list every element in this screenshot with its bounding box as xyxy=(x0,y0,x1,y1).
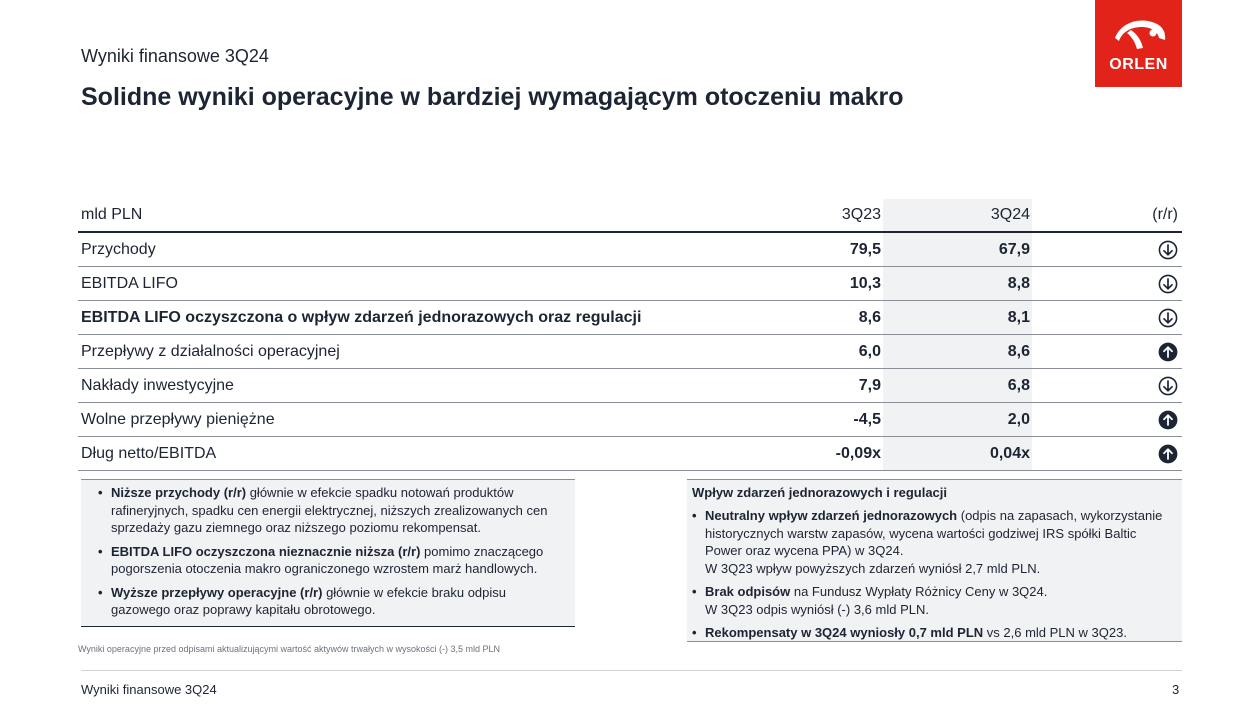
trend-cell xyxy=(1032,274,1182,294)
bullet-line2: W 3Q23 odpis wyniósł (-) 3,6 mld PLN. xyxy=(705,601,929,617)
bullet-line2: W 3Q23 wpływ powyższych zdarzeń wyniósł 2,7 mld PLN. xyxy=(705,560,1041,576)
trend-cell xyxy=(1032,410,1182,430)
table-row xyxy=(78,233,1182,267)
trend-cell xyxy=(1032,444,1182,464)
bullet-text: na Fundusz Wypłaty Różnicy Ceny w 3Q24. xyxy=(790,584,1048,599)
bullet-item xyxy=(692,624,1176,642)
row-value-3q24: 8,8 xyxy=(1007,274,1030,292)
row-value-3q24: 2,0 xyxy=(1007,410,1030,428)
row-label: EBITDA LIFO oczyszczona o wpływ zdarzeń jednorazowych oraz regulacji xyxy=(81,308,642,326)
page-number: 3 xyxy=(1172,682,1180,697)
arrow-up-icon xyxy=(1158,444,1178,464)
footer-divider xyxy=(81,670,1182,671)
bullet-item xyxy=(692,583,1176,618)
arrow-up-icon xyxy=(1158,410,1178,430)
row-value-3q23: 7,9 xyxy=(858,376,881,394)
arrow-down-icon xyxy=(1158,274,1178,294)
arrow-up-icon xyxy=(1158,342,1178,362)
row-value-3q23: 8,6 xyxy=(858,308,881,326)
financial-table xyxy=(78,199,1182,471)
row-value-3q23: 10,3 xyxy=(849,274,881,292)
orlen-logo xyxy=(1095,0,1182,87)
logo-text: ORLEN xyxy=(1109,56,1168,73)
box-title: Wpływ zdarzeń jednorazowych i regulacji xyxy=(692,485,947,500)
row-value-3q23: 79,5 xyxy=(849,240,881,258)
page-subtitle: Wyniki finansowe 3Q24 xyxy=(81,46,269,66)
header-label: mld PLN xyxy=(81,206,143,223)
trend-cell xyxy=(1032,376,1182,396)
bullet-bold: Niższe przychody (r/r) xyxy=(111,485,247,500)
bullet-bold: Rekompensaty w 3Q24 wyniosły 0,7 mld PLN xyxy=(705,625,984,640)
bullet-text: pomimo znaczącego pogorszenia otoczenia makro ograniczonego wzrostem marż handlowych. xyxy=(111,543,544,576)
arrow-down-icon xyxy=(1158,376,1178,396)
row-value-3q24: 8,6 xyxy=(1007,342,1030,360)
row-value-3q24: 6,8 xyxy=(1007,376,1030,394)
row-value-3q24: 0,04x xyxy=(989,444,1030,462)
bullet-text: głównie w efekcie spadku notowań produktów rafineryjnych, spadku cen energii elektrycznej, niższych zrealizowanych cen sprzedaży gazu ziemnego oraz niższego poziomu rekompensat. xyxy=(111,485,548,535)
table-header xyxy=(78,199,1182,233)
row-label: Przepływy z działalności operacyjnej xyxy=(81,342,340,360)
commentary-box-left xyxy=(81,479,575,627)
table-row xyxy=(78,403,1182,437)
bullet-bold: Wyższe przepływy operacyjne (r/r) xyxy=(111,584,323,600)
row-value-3q23: -4,5 xyxy=(853,410,881,428)
bullet-text: (odpis na zapasach, wykorzystanie historycznych warstw zapasów, wycena wartości godziwej IRS spółki Baltic Power oraz wycena PPA) w 3Q24. xyxy=(705,508,1163,558)
header-yoy: (r/r) xyxy=(1152,206,1178,223)
row-label: Nakłady inwestycyjne xyxy=(81,376,234,394)
header-3q23: 3Q23 xyxy=(841,206,881,223)
trend-cell xyxy=(1032,308,1182,328)
row-label: EBITDA LIFO xyxy=(81,274,178,292)
trend-cell xyxy=(1032,342,1182,362)
bullet-item xyxy=(692,507,1176,577)
bullet-item xyxy=(98,484,561,537)
table-row xyxy=(78,267,1182,301)
footer-title: Wyniki finansowe 3Q24 xyxy=(81,682,217,697)
footnote: Wyniki operacyjne przed odpisami aktualizującymi wartość aktywów trwałych w wysokości (-) 3,5 mld PLN xyxy=(78,644,501,654)
bullet-item xyxy=(98,584,561,619)
bullet-text: głównie w efekcie braku odpisu gazowego oraz poprawy kapitału obrotowego. xyxy=(111,584,507,617)
bullet-bold: Neutralny wpływ zdarzeń jednorazowych xyxy=(705,508,958,523)
row-value-3q24: 67,9 xyxy=(998,240,1030,258)
commentary-box-right xyxy=(687,479,1182,642)
table-row xyxy=(78,301,1182,335)
bullet-item xyxy=(98,543,561,578)
row-label: Przychody xyxy=(81,240,156,258)
header-3q24: 3Q24 xyxy=(990,206,1030,223)
row-value-3q23: 6,0 xyxy=(858,342,881,360)
arrow-down-icon xyxy=(1158,240,1178,260)
arrow-down-icon xyxy=(1158,308,1178,328)
page-title: Solidne wyniki operacyjne w bardziej wymagającym otoczeniu makro xyxy=(81,83,904,111)
table-row xyxy=(78,369,1182,403)
row-value-3q24: 8,1 xyxy=(1007,308,1030,326)
bullet-text: vs 2,6 mld PLN w 3Q23. xyxy=(983,625,1127,640)
bullet-bold: Brak odpisów xyxy=(705,584,791,599)
trend-cell xyxy=(1032,240,1182,260)
row-label: Wolne przepływy pieniężne xyxy=(81,410,275,428)
table-row xyxy=(78,335,1182,369)
bullet-bold: EBITDA LIFO oczyszczona nieznacznie niższa (r/r) xyxy=(111,543,421,559)
table-row xyxy=(78,437,1182,471)
row-value-3q23: -0,09x xyxy=(835,444,881,462)
row-label: Dług netto/EBITDA xyxy=(81,444,217,462)
